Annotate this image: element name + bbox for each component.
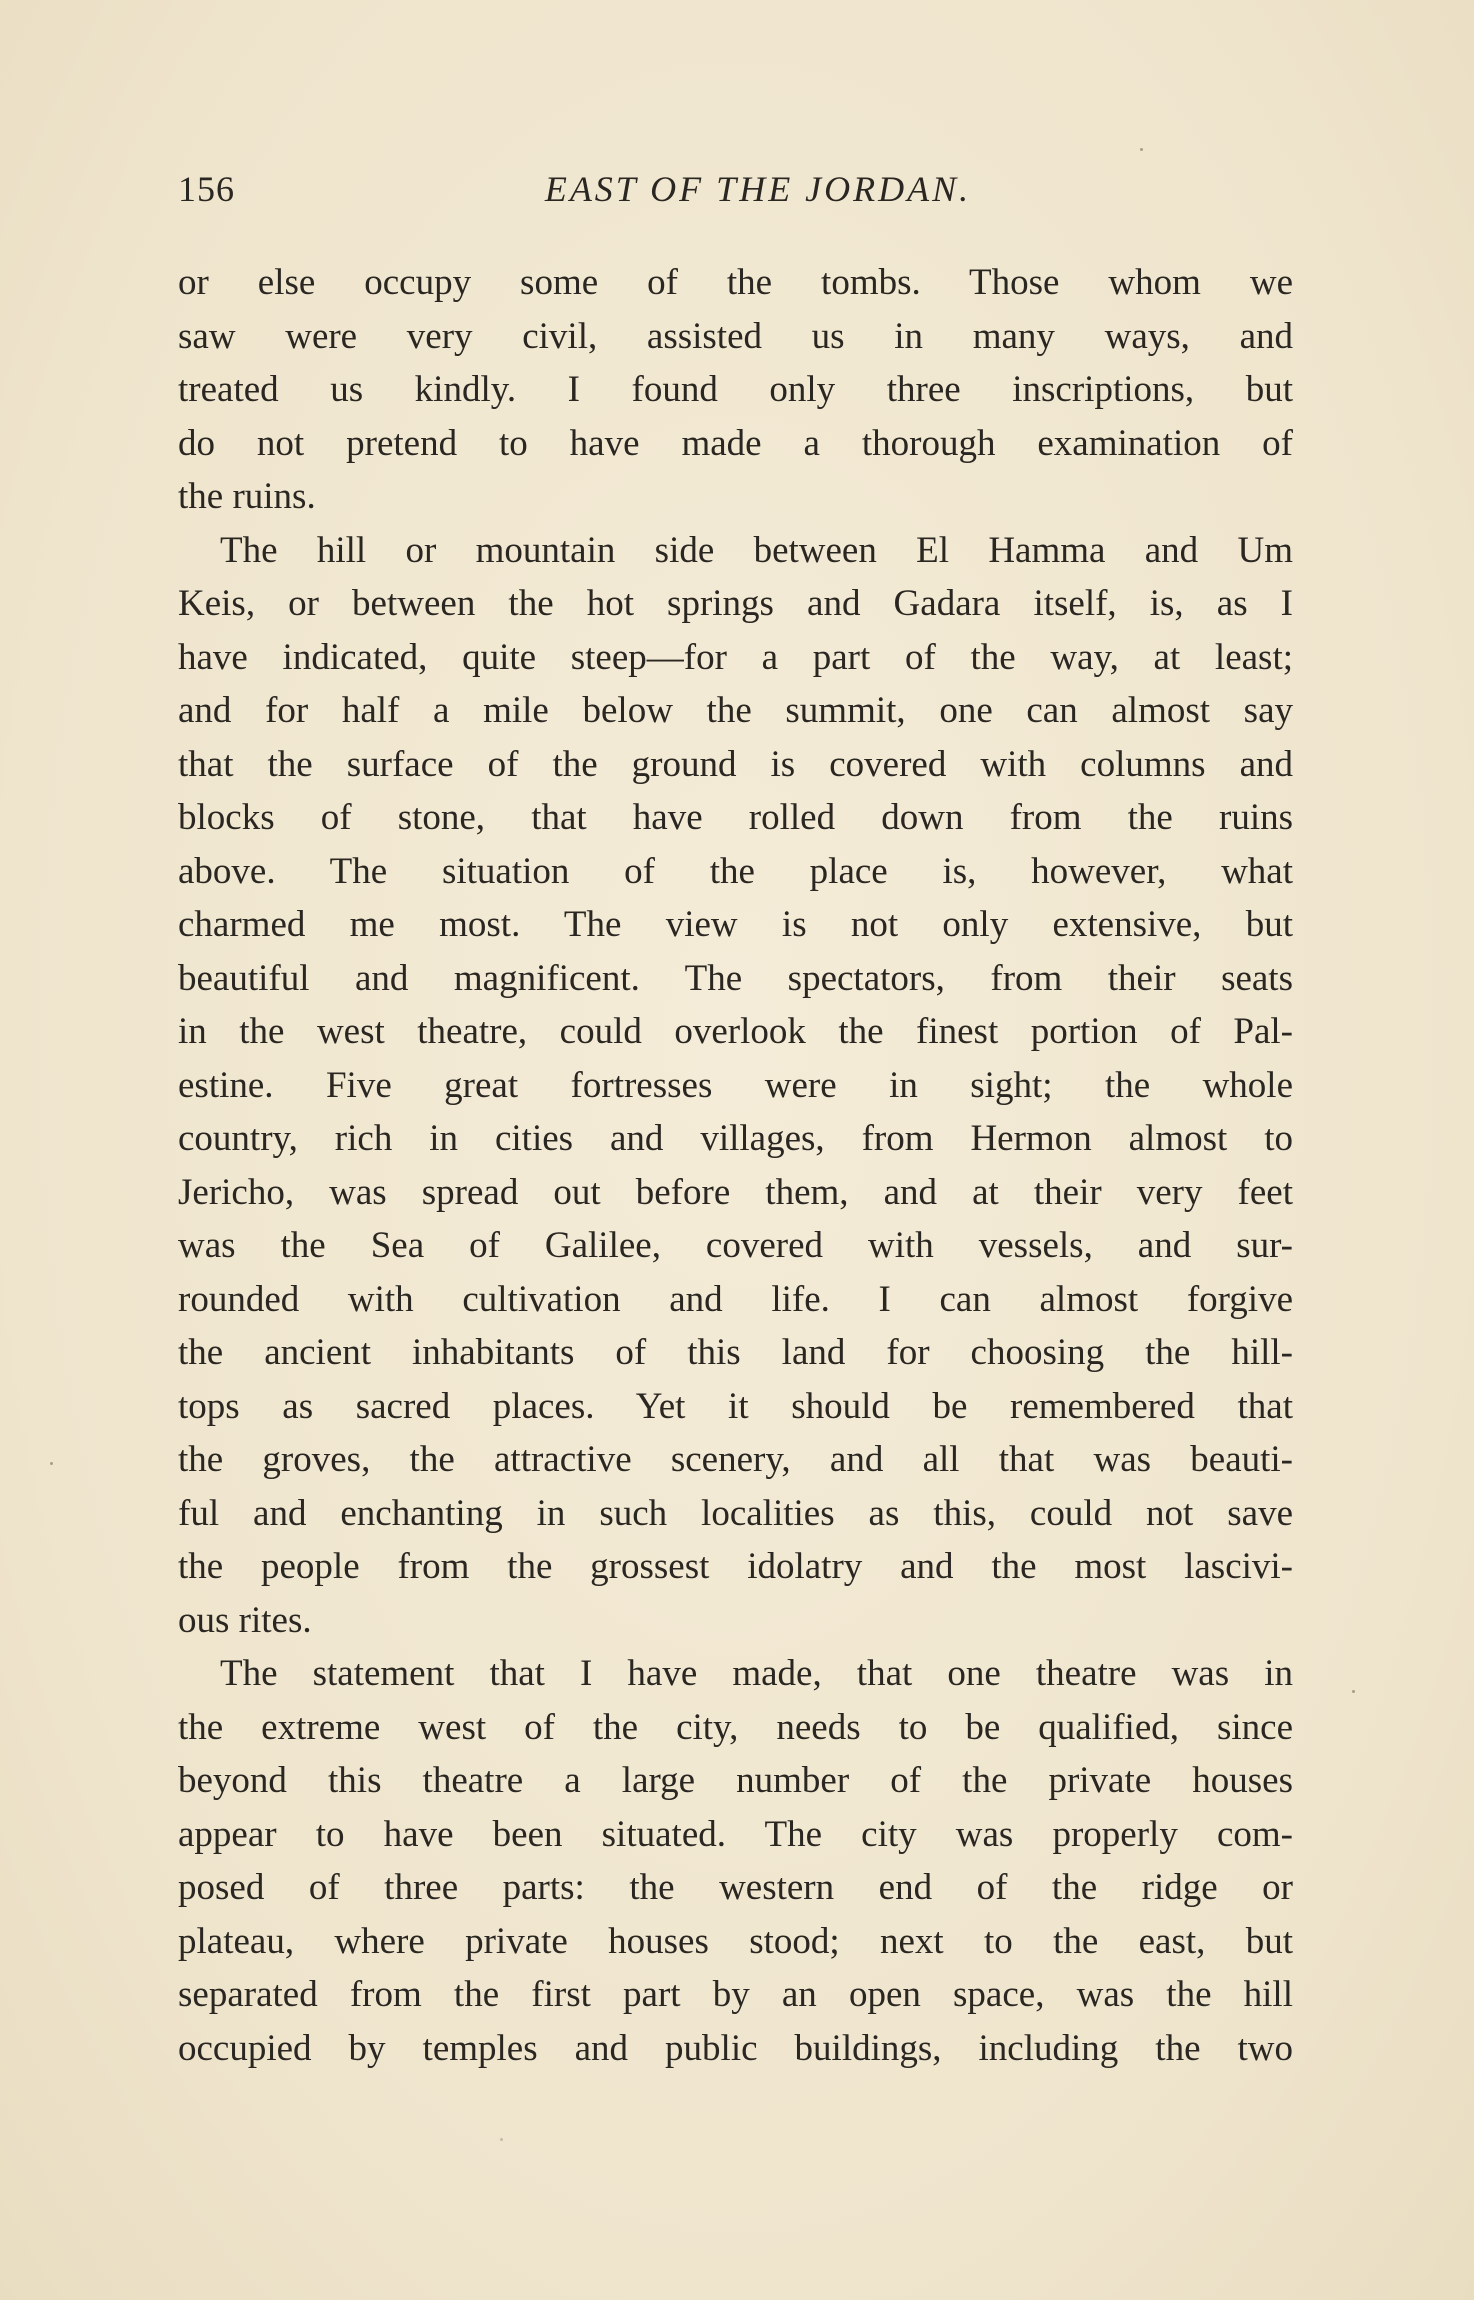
running-head: EAST OF THE JORDAN. [544, 169, 972, 209]
text-line: the extreme west of the city, needs to be qualified, since [178, 1706, 1293, 1748]
text-line: separated from the first part by an open space, was the hill [178, 1974, 1293, 2015]
text-line: the ancient inhabitants of this land for choosing the hill- [178, 1332, 1293, 1373]
text-line: above. The situation of the place is, however, what [178, 850, 1293, 892]
text-line: Jericho, was spread out before them, and at their very feet [178, 1171, 1293, 1213]
text-line: the people from the grossest idolatry and the most lascivi- [178, 1546, 1293, 1587]
text-line: was the Sea of Galilee, covered with vessels, and sur- [178, 1225, 1293, 1266]
paper-speck [1140, 148, 1143, 151]
text-line: country, rich in cities and villages, from Hermon almost to [178, 1118, 1293, 1159]
text-line: appear to have been situated. The city was properly com- [178, 1813, 1293, 1855]
text-line: The hill or mountain side between El Hamma and Um [220, 529, 1293, 571]
page-number: 156 [178, 169, 235, 209]
text-line: the groves, the attractive scenery, and all that was beauti- [178, 1439, 1293, 1480]
text-line: the ruins. [178, 476, 316, 517]
text-line: do not pretend to have made a thorough examination of [178, 422, 1293, 464]
text-line: The statement that I have made, that one theatre was in [220, 1653, 1293, 1694]
text-line: plateau, where private houses stood; next to the east, but [178, 1920, 1293, 1962]
text-line: Keis, or between the hot springs and Gadara itself, is, as I [178, 583, 1293, 624]
paper-speck [50, 1462, 53, 1465]
text-line: tops as sacred places. Yet it should be remembered that [178, 1385, 1293, 1427]
text-line: have indicated, quite steep—for a part of the way, at least; [178, 636, 1293, 678]
page-header [178, 168, 1298, 218]
text-line: saw were very civil, assisted us in many ways, and [178, 315, 1293, 357]
text-line: ous rites. [178, 1599, 312, 1641]
text-line: in the west theatre, could overlook the finest portion of Pal- [178, 1011, 1293, 1052]
text-line: blocks of stone, that have rolled down from the ruins [178, 797, 1293, 838]
text-line: that the surface of the ground is covered with columns and [178, 743, 1293, 785]
body-text [178, 256, 1293, 2075]
paper-speck [1352, 1690, 1355, 1693]
text-line: occupied by temples and public buildings, including the two [178, 2027, 1293, 2069]
text-line: estine. Five great fortresses were in sight; the whole [178, 1064, 1293, 1106]
text-line: ful and enchanting in such localities as this, could not save [178, 1492, 1293, 1534]
text-line: beautiful and magnificent. The spectators, from their seats [178, 957, 1293, 999]
paper-speck [500, 2138, 503, 2141]
text-line: posed of three parts: the western end of the ridge or [178, 1867, 1293, 1908]
text-line: beyond this theatre a large number of the private houses [178, 1760, 1293, 1801]
text-line: charmed me most. The view is not only extensive, but [178, 904, 1293, 945]
text-line: and for half a mile below the summit, one can almost say [178, 690, 1293, 731]
text-line: or else occupy some of the tombs. Those whom we [178, 262, 1293, 303]
text-line: rounded with cultivation and life. I can almost forgive [178, 1278, 1293, 1320]
text-line: treated us kindly. I found only three inscriptions, but [178, 369, 1293, 410]
